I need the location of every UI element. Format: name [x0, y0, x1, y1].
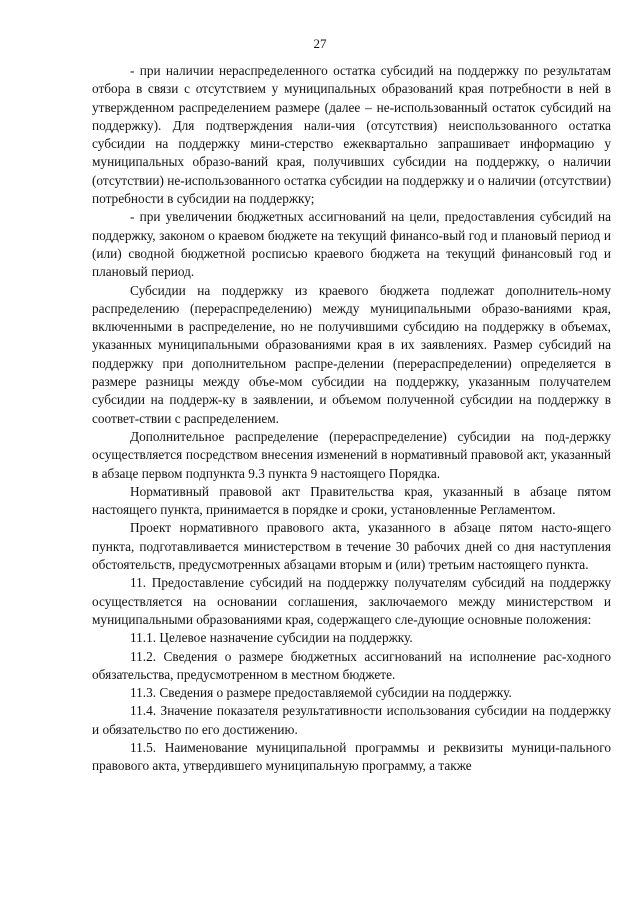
paragraph: 11.3. Сведения о размере предоставляемой субсидии на поддержку.	[130, 685, 512, 701]
paragraph: Проект нормативного правового акта, указанного в абзаце пятом насто-ящего пункта, подготавливается министерством в течение 30 рабочих дней со дня наступления обстоятельств, предусмотренных абзацами вторым и (или) третьим настоящего пункта.	[92, 520, 611, 573]
page-body	[92, 62, 611, 776]
page-number: 27	[313, 36, 327, 51]
paragraph: - при наличии нераспределенного остатка субсидий на поддержку по результатам отбора в связи с отсутствием у муниципальных образований края потребности в ней в утвержденном распределением размере (далее – не-использованный остаток субсидий на поддержку). Для подтверждения нали-чия (отсутствия) неиспользованного остатка субсидии на поддержку мини-стерство ежеквартально запрашивает информацию у муниципальных образо-ваний края, получивших субсидии на поддержку, о наличии (отсутствии) не-использованного остатка субсидии на поддержку и о наличии (отсутствии) потребности в субсидии на поддержку;	[92, 63, 611, 207]
paragraph: Нормативный правовой акт Правительства края, указанный в абзаце пятом настоящего пункта, принимается в порядке и сроки, установленные Регламентом.	[92, 483, 611, 518]
paragraph: 11.1. Целевое назначение субсидии на поддержку.	[130, 630, 413, 646]
paragraph: 11. Предоставление субсидий на поддержку получателям субсидий на поддержку осуществляется на основании соглашения, заключаемого между министерством и муниципальными образованиями края, содержащего сле-дующие основные положения:	[92, 575, 611, 627]
paragraph: 11.5. Наименование муниципальной программы и реквизиты муници-пального правового акта, утвердившего муниципальную программу, а также	[92, 739, 611, 774]
paragraph: 11.4. Значение показателя результативности использования субсидии на поддержку и обязательство по его достижению.	[92, 703, 611, 737]
paragraph: Субсидии на поддержку из краевого бюджета подлежат дополнитель-ному распределению (перераспределению) между муниципальными образо-ваниями края, включенными в распределение, но не получившими субсидию на поддержку в объемах, указанных муниципальными образованиями края в их заявлениях. Размер субсидий на поддержку при дополнительном распре-делении (перераспределении) определяется в размере разницы между объе-мом субсидии на поддержку, указанным получателем субсидии на поддерж-ку в заявлении, и объемом полученной субсидии на поддержку в соответ-ствии с распределением.	[92, 282, 611, 426]
paragraph: Дополнительное распределение (перераспределение) субсидии на под-держку осуществляется посредством внесения изменений в нормативный правовой акт, указанный в абзаце первом подпункта 9.3 пункта 9 настоящего Порядка.	[92, 428, 611, 481]
paragraph: 11.2. Сведения о размере бюджетных ассигнований на исполнение рас-ходного обязательства, предусмотренном в местном бюджете.	[92, 648, 611, 682]
paragraph: - при увеличении бюджетных ассигнований на цели, предоставления субсидий на поддержку, законом о краевом бюджете на текущий финансо-вый год и плановый период и (или) сводной бюджетной росписью краевого бюджета на текущий финансовый год и плановый период.	[92, 209, 611, 280]
